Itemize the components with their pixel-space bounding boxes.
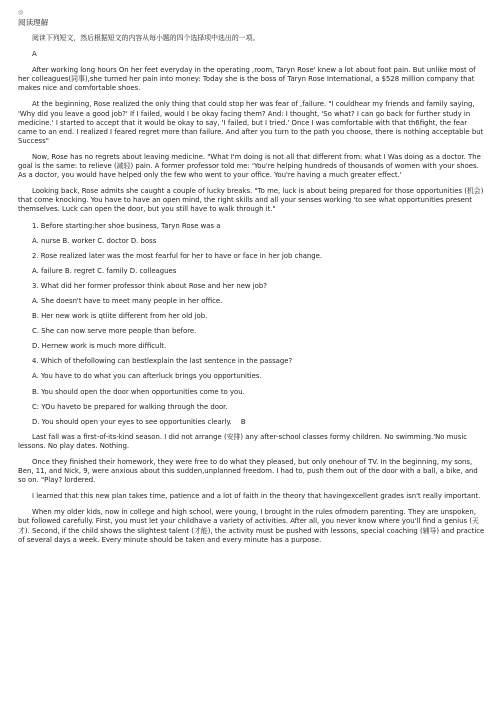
question-option: B. You should open the door when opportunities come to you. — [32, 387, 245, 396]
top-mark: ◎ — [18, 9, 24, 16]
passage-a-paragraph: After working long hours On her feet everyday in the operating ,room, Taryn Rose' knew a lot about foot pain. But unlike most of her colleagues(同事),she turned her pain into money: Today she is the boss of Taryn Rose International, a $528 million company that makes nice and comfortable shoes. — [18, 66, 476, 93]
question-options: A. failure B. regret C. family D. colleagues — [32, 266, 177, 275]
passage-a-paragraph: At the beginning, Rose realized the only thing that could stop her was fear of ,failure. "I couldhear my friends and family saying, 'Why did you leave a good job?' If I failed, would I be okay facing them? And: I thought, 'So what? I can go back for further study in medicine.' I started to accept that it would be okay to say, 'I failed, but I tried.' Once I was comfortable with that th6fight, the fear came to an end. I realized I feared regret more than failure. And after you turn to the path you choose, there is nothing acceptable but Success" — [18, 100, 484, 145]
question-option: A. You have to do what you can afterluck brings you opportunities. — [32, 372, 262, 381]
passage-a-paragraph: Now, Rose has no regrets about leaving medicine. "What I'm doing is not all that different from: what I Was doing as a doctor. The goal is the same: to relieve (减轻) pain. A former professor told me: 'You're helping hundreds of thousands of women with your shoes. As a doctor, you would have helped only the few who went to your office. You're having a much greater effect.' — [18, 152, 481, 180]
passage-b-paragraph: When my older kids, now in college and high school, were young, I brought in the rules ofmodern parenting. They are unspoken, but followed carefully. First, you must let your childhave a variety of activities. After all, you never know where you'll find a genius (天才). Second, if the child shows the slightest talent (才能), the activity must be pushed with lessons, special coaching (辅导) and practice of several days a week. Every minute should be taken and every minute has a purpose. — [18, 508, 485, 544]
question-stem: 4. Which of thefollowing can bestlexplain the last sentence in the passage? — [32, 357, 293, 366]
passage-b-paragraph: Once they finished their homework, they were free to do what they pleased, but only onehour of TV. In the beginning, my sons, Ben, 11, and Nick, 9, were anxious about this sudden,unplanned freedom. I had to, push them out of the door with a ball, a bike, and so on. "Play? lordered. — [18, 458, 478, 485]
question-option: D. Hernew work is much more difficult. — [32, 342, 167, 351]
passage-a-paragraph: Looking back, Rose admits she caught a couple of lucky breaks. "To me, luck is about being prepared for those opportunities (机会) that come knocking. You have to have an open mind, the right skills and all your senses working 'to see what opportunities present themselves. Luck can open the door, but you still have to walk through it." — [18, 187, 484, 214]
passage-b-paragraph: Last fall was a first-of-its-kind season. I did not arrange (安排) any after-school classes formy children. No swimming.'No music lessons. No play dates. Nothing. — [18, 432, 468, 450]
question-option: D. You should open your eyes to see opportunities clearly. B — [32, 417, 246, 426]
question-option: A. She doesn't have to meet many people in her office. — [32, 296, 223, 305]
question-stem: 2. Rose realized later was the most fearful for her to have or face in her job change. — [32, 251, 323, 260]
passage-a-label: A — [32, 50, 37, 59]
question-stem: 1. Before starting:her shoe business, Taryn Rose was a — [32, 221, 221, 230]
question-options: A. nurse B. worker C. doctor D. boss — [32, 236, 157, 245]
question-stem: 3. What did her former professor think about Rose and her new job? — [32, 281, 267, 290]
question-option: C. She can now serve more people than before. — [32, 327, 197, 336]
question-option: C: YOu haveto be prepared for walking through the door. — [32, 402, 228, 411]
passage-b-paragraph: I learned that this new plan takes time, patience and a lot of faith in the theory that havingexcellent grades isn't really important. — [32, 492, 481, 501]
question-option: B. Her new work is qtiite different from her old job. — [32, 312, 208, 321]
instructions: 阅读下列短文，然后根据短文的内容从每小题的四个选择项中选出的一项。 — [32, 34, 260, 42]
section-title: 阅读理解 — [18, 18, 49, 27]
